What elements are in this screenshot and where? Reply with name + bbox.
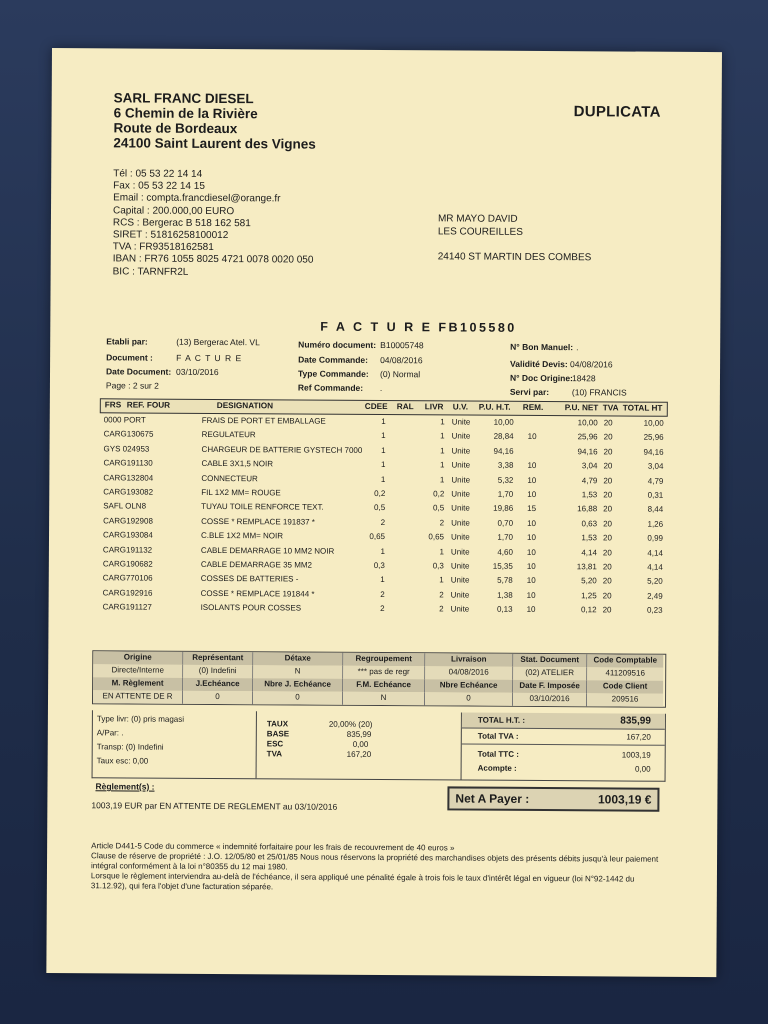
cell-rem: 10 [527, 489, 537, 499]
cell-uv: Unite [450, 561, 470, 571]
meta-doc-origine-label: N° Doc Origine: [509, 372, 573, 384]
cell-net: 4,79 [581, 475, 598, 485]
cell-uv: Unite [451, 446, 471, 456]
legal-line-3: Lorsque le règlement interviendra au-delà de l'échéance, il sera appliqué une pénalité égale à trois fois le taux d'intérêt légal en vigueur (loi N°92-1442 du 31.12.92), qui fera l'objet d'une facturation séparée. [90, 871, 635, 892]
tax-box [257, 711, 462, 779]
summary-label: Code Client [587, 680, 663, 693]
col-livr: LIVR [424, 402, 444, 412]
company-email: Email : compta.francdiesel@orange.fr [113, 192, 281, 205]
cell-des: CONNECTEUR [201, 473, 258, 483]
cell-tva: 20 [602, 605, 612, 615]
cell-tva: 20 [602, 591, 612, 601]
table-row [99, 544, 665, 558]
base-label: BASE [266, 729, 290, 739]
summary-label: J.Echéance [183, 678, 253, 691]
summary-label: Date F. Imposée [513, 680, 587, 693]
cell-tva: 20 [602, 547, 612, 558]
cell-net: 1,53 [581, 533, 598, 543]
cell-tva: 20 [602, 576, 612, 586]
cell-tva: 20 [603, 447, 613, 457]
cell-livr: 1 [439, 474, 445, 484]
cell-ref: CARG193082 [103, 487, 154, 497]
table-row [99, 573, 665, 587]
col-ref: REF. FOUR [126, 400, 171, 410]
client-name: MR MAYO DAVID [437, 213, 518, 225]
cell-livr: 0,65 [428, 532, 445, 542]
summary-value: N [343, 692, 425, 706]
cell-rem: 10 [526, 547, 536, 557]
cell-total: 25,96 [643, 433, 664, 443]
cell-pu: 5,32 [497, 475, 514, 485]
table-row [100, 443, 666, 457]
taux-esc: Taux esc: 0,00 [96, 756, 149, 766]
cell-cdee: 0,2 [374, 488, 386, 499]
total-ttc-label: Total TTC : [477, 749, 519, 759]
cell-cdee: 1 [380, 546, 385, 556]
cell-ref: CARG193084 [102, 530, 153, 540]
cell-des: COSSES DE BATTERIES - [200, 574, 299, 584]
cell-livr: 1 [439, 460, 445, 470]
summary-label: Nbre J. Echéance [253, 678, 343, 692]
company-fax: Fax : 05 53 22 14 15 [113, 180, 205, 193]
table-row [99, 529, 665, 543]
cell-livr: 2 [439, 604, 444, 614]
cell-tva: 20 [603, 490, 613, 500]
cell-cdee: 0,3 [373, 560, 385, 571]
summary-label: Livraison [425, 653, 513, 667]
delivery-box [93, 710, 257, 778]
cell-uv: Unite [451, 460, 471, 470]
meta-doc-origine-value: 18428 [571, 373, 596, 384]
cell-des: CABLE DEMARRAGE 10 MM2 NOIR [200, 545, 335, 556]
summary-label: Code Comptable [587, 654, 663, 667]
cell-total: 4,79 [647, 476, 664, 486]
cell-cdee: 2 [380, 604, 385, 614]
cell-livr: 2 [439, 590, 444, 600]
net-a-payer-label: Net A Payer : [455, 791, 530, 806]
col-punet: P.U. NET [564, 403, 599, 413]
cell-net: 25,96 [577, 432, 598, 442]
cell-rem: 10 [527, 432, 537, 442]
col-puht: P.U. H.T. [478, 402, 511, 412]
legal-notice [91, 841, 661, 894]
cell-net: 3,04 [581, 461, 598, 471]
cell-ref: CARG770106 [102, 573, 153, 584]
cell-pu: 0,70 [497, 518, 514, 528]
meta-ref-cmd-value: . [379, 383, 383, 394]
meta-validite-value: 04/08/2016 [570, 359, 613, 370]
cell-livr: 0,2 [433, 489, 445, 499]
cell-net: 0,63 [581, 519, 598, 529]
cell-uv: Unite [451, 503, 470, 513]
cell-des: CABLE DEMARRAGE 35 MM2 [200, 559, 313, 570]
meta-date-doc-value: 03/10/2016 [175, 366, 219, 378]
cell-pu: 0,13 [496, 604, 513, 615]
summary-label: Détaxe [253, 652, 343, 666]
cell-des: COSSE * REMPLACE 191844 * [200, 588, 315, 599]
meta-validite-label: Validité Devis: [510, 358, 568, 370]
col-uv: U.V. [452, 402, 469, 412]
transp: Transp: (0) Indefini [96, 742, 164, 752]
company-rcs: RCS : Bergerac B 518 162 581 [112, 217, 251, 230]
meta-num-doc-value: B10005748 [380, 340, 424, 351]
cell-ref: CARG191132 [102, 544, 153, 555]
cell-net: 16,88 [577, 504, 598, 514]
cell-uv: Unite [450, 575, 470, 585]
cell-pu: 19,86 [493, 504, 514, 514]
meta-type-cmd-label: Type Commande: [297, 368, 369, 379]
meta-ref-cmd-label: Ref Commande: [297, 382, 364, 393]
cell-uv: Unite [450, 590, 470, 600]
cell-total: 0,31 [647, 490, 664, 500]
cell-ref: SAFL OLN8 [103, 501, 147, 511]
company-capital: Capital : 200.000,00 EURO [112, 204, 235, 217]
table-row [100, 414, 666, 428]
cell-livr: 1 [440, 417, 445, 427]
table-row [99, 587, 665, 601]
cell-total: 5,20 [647, 577, 663, 587]
cell-net: 0,12 [580, 605, 597, 615]
tva-label: TVA [266, 749, 283, 759]
cell-cdee: 1 [380, 575, 385, 585]
cell-rem: 10 [527, 475, 537, 485]
cell-ref: CARG191130 [103, 458, 153, 468]
summary-label: Origine [93, 651, 183, 665]
cell-des: ISOLANTS POUR COSSES [200, 603, 302, 613]
cell-tva: 20 [603, 504, 613, 514]
company-bic: BIC : TARNFR2L [112, 265, 189, 278]
table-row [99, 601, 665, 615]
table-row [99, 486, 665, 500]
cell-livr: 1 [440, 446, 445, 456]
summary-value: 0 [183, 691, 253, 704]
net-a-payer-box [447, 786, 659, 811]
client-city: 24140 ST MARTIN DES COMBES [437, 251, 592, 264]
cell-uv: Unite [451, 475, 471, 485]
cell-uv: Unite [451, 518, 470, 528]
meta-page: Page : 2 sur 2 [105, 380, 159, 391]
company-siret: SIRET : 51816258100012 [112, 229, 229, 242]
total-ht-value: 835,99 [620, 715, 651, 727]
cell-rem: 10 [526, 533, 536, 543]
cell-cdee: 1 [381, 431, 386, 441]
summary-value: N [253, 665, 343, 679]
total-ht-row [462, 713, 665, 730]
cell-total: 0,23 [646, 605, 663, 615]
total-tva-value: 167,20 [626, 732, 651, 742]
summary-value: 04/08/2016 [425, 666, 513, 680]
cell-pu: 15,35 [492, 561, 513, 571]
cell-des: CABLE 3X1,5 NOIR [201, 459, 274, 469]
cell-pu: 5,78 [497, 576, 513, 586]
company-iban: IBAN : FR76 1055 8025 4721 0078 0020 050 [112, 253, 314, 267]
col-cdee: CDEE [364, 401, 388, 412]
table-row [99, 457, 665, 471]
cell-pu: 28,84 [493, 432, 514, 442]
cell-tva: 20 [603, 418, 613, 428]
summary-value: 0 [425, 692, 513, 706]
cell-cdee: 1 [380, 460, 386, 470]
cell-livr: 2 [439, 518, 445, 528]
summary-table [92, 650, 666, 708]
meta-date-cmd-label: Date Commande: [298, 354, 369, 365]
summary-value: (0) Indefini [183, 665, 253, 678]
cell-net: 10,00 [577, 418, 598, 428]
cell-uv: Unite [451, 431, 471, 441]
cell-uv: Unite [451, 417, 471, 427]
cell-net: 1,53 [581, 490, 598, 500]
summary-value: (02) ATELIER [513, 667, 587, 680]
cell-livr: 1 [440, 431, 445, 441]
meta-servi-label: Servi par: [509, 386, 550, 398]
cell-total: 94,16 [643, 447, 664, 457]
cell-pu: 1,70 [497, 489, 514, 499]
cell-uv: Unite [450, 547, 470, 557]
col-ral: RAL [396, 402, 414, 412]
col-total: TOTAL HT [622, 403, 663, 413]
summary-value: 0 [253, 691, 343, 705]
col-designation: DESIGNATION [216, 401, 274, 411]
client-address [438, 213, 592, 264]
cell-livr: 0,5 [433, 503, 445, 513]
total-ht-label: TOTAL H.T. : [477, 715, 526, 725]
duplicata-label: DUPLICATA [573, 103, 661, 121]
cell-cdee: 2 [380, 517, 386, 527]
cell-ref: CARG132804 [103, 472, 154, 483]
cell-ref: CARG192908 [103, 516, 153, 526]
summary-label: Stat. Document [513, 654, 587, 667]
cell-net: 1,25 [581, 591, 597, 601]
cell-total: 8,44 [647, 505, 664, 515]
cell-total: 1,26 [647, 519, 664, 529]
cell-pu: 1,70 [497, 532, 514, 543]
table-row [99, 558, 665, 572]
esc-label: ESC [266, 739, 284, 749]
table-row [100, 429, 666, 443]
cell-rem: 15 [527, 504, 537, 514]
cell-pu: 1,38 [497, 590, 513, 600]
summary-row [93, 690, 665, 706]
total-tva-row [462, 729, 665, 746]
meta-etabli-value: (13) Bergerac Atel. VL [176, 336, 260, 348]
base-value: 835,99 [346, 729, 372, 739]
cell-cdee: 0,65 [369, 532, 386, 542]
cell-tva: 20 [603, 432, 613, 442]
cell-total: 3,04 [647, 461, 664, 471]
cell-total: 0,99 [647, 533, 664, 543]
company-city: 24100 Saint Laurent des Vignes [113, 135, 316, 152]
cell-des: FRAIS DE PORT ET EMBALLAGE [201, 415, 326, 426]
company-tva: TVA : FR93518162581 [112, 241, 214, 254]
cell-net: 13,81 [576, 562, 597, 572]
totals-box [462, 713, 665, 781]
cell-pu: 4,60 [497, 547, 513, 557]
summary-value: EN ATTENTE DE R [93, 690, 183, 704]
reglement-label: Règlement(s) : [95, 781, 155, 792]
cell-tva: 20 [603, 475, 613, 486]
col-tva: TVA [602, 403, 619, 413]
company-address1: 6 Chemin de la Rivière [113, 105, 258, 122]
cell-tva: 20 [602, 533, 612, 543]
cell-des: COSSE * REMPLACE 191837 * [201, 516, 315, 527]
meta-num-doc-label: Numéro document: [298, 339, 377, 350]
cell-net: 4,14 [581, 547, 597, 557]
cell-rem: 10 [526, 561, 536, 571]
net-a-payer-value: 1003,19 € [597, 792, 652, 807]
cell-total: 2,49 [647, 591, 663, 601]
meta-etabli-label: Etabli par: [106, 336, 148, 347]
cell-des: C.BLE 1X2 MM= NOIR [200, 531, 284, 541]
meta-servi-value: (10) FRANCIS [571, 387, 627, 398]
cell-uv: Unite [451, 489, 470, 499]
table-row [99, 472, 665, 486]
cell-cdee: 0,5 [374, 503, 386, 513]
summary-value: 411209516 [587, 667, 663, 680]
total-ttc-value: 1003,19 [621, 750, 651, 760]
acompte-value: 0,00 [635, 764, 651, 774]
invoice-paper [46, 48, 722, 977]
cell-rem: 10 [527, 461, 537, 471]
summary-label: M. Règlement [93, 677, 183, 691]
cell-livr: 0,3 [432, 561, 444, 571]
company-address2: Route de Bordeaux [113, 120, 238, 137]
cell-ref: GYS 024953 [103, 444, 150, 454]
cell-tva: 20 [602, 562, 612, 572]
cell-uv: Unite [450, 532, 470, 542]
esc-value: 0,00 [352, 739, 369, 749]
cell-tva: 20 [603, 461, 613, 471]
cell-ref: CARG130675 [103, 429, 154, 440]
legal-line-1: Article D441-5 Code du commerce « indemnité forfaitaire pour les frais de recouvrement de 40 euros » [91, 841, 455, 853]
cell-ref: 0000 PORT [103, 415, 146, 425]
meta-type-cmd-value: (0) Normal [379, 369, 421, 380]
summary-label: F.M. Echéance [343, 679, 425, 693]
meta-bon-value: . [576, 342, 579, 353]
meta-bon-label: N° Bon Manuel: [510, 341, 574, 353]
summary-value: 03/10/2016 [513, 693, 587, 706]
type-livr: Type livr: (0) pris magasi [96, 714, 185, 724]
cell-net: 5,20 [581, 576, 597, 586]
cell-ref: CARG192916 [102, 588, 153, 598]
col-rem: REM. [522, 402, 544, 413]
client-place: LES COUREILLES [437, 225, 523, 238]
legal-line-2: Clause de réserve de propriété : J.O. 12/05/80 et 25/01/85 Nous nous réservons la propriété des marchandises objets des présents débits jusqu'à leur paiement intégral conformément à la loi n°80355 du 12 mai 1980. [90, 851, 659, 872]
cell-net: 94,16 [577, 447, 598, 457]
meta-document-value: F A C T U R E [176, 352, 243, 364]
apar: A/Par: . [96, 728, 124, 738]
taux-value: 20,00% (20) [328, 719, 373, 729]
cell-rem: 10 [526, 590, 536, 600]
cell-total: 4,14 [647, 548, 663, 558]
cell-des: REGULATEUR [201, 430, 256, 440]
cell-pu: 3,38 [497, 460, 514, 471]
total-tva-label: Total TVA : [477, 731, 519, 741]
company-block [113, 90, 316, 151]
summary-value: Directe/Interne [93, 664, 183, 678]
cell-cdee: 1 [380, 474, 386, 484]
meta-date-doc-label: Date Document: [105, 366, 172, 377]
tva-value: 167,20 [346, 749, 372, 759]
cell-rem: 10 [526, 576, 536, 586]
company-tel: Tél : 05 53 22 14 14 [113, 168, 203, 180]
reglement-line: 1003,19 EUR par EN ATTENTE DE REGLEMENT au 03/10/2016 [91, 800, 338, 812]
cell-cdee: 2 [380, 589, 385, 599]
cell-tva: 20 [603, 519, 613, 529]
company-name: SARL FRANC DIESEL [113, 90, 254, 107]
cell-livr: 1 [439, 546, 444, 556]
cell-ref: CARG190682 [102, 559, 153, 569]
taux-label: TAUX [266, 719, 289, 729]
cell-des: TUYAU TOILE RENFORCE TEXT. [201, 502, 324, 513]
cell-pu: 10,00 [493, 417, 514, 427]
cell-ref: CARG191127 [102, 602, 152, 612]
cell-livr: 1 [439, 575, 444, 585]
meta-date-cmd-value: 04/08/2016 [380, 355, 423, 366]
cell-total: 4,14 [647, 562, 663, 572]
acompte-label: Acompte : [477, 763, 517, 773]
cell-total: 10,00 [643, 418, 664, 428]
invoice-title: F A C T U R E FB105580 [320, 319, 517, 335]
summary-value: *** pas de regr [343, 666, 425, 680]
cell-rem: 10 [526, 605, 536, 615]
lower-block [92, 710, 666, 782]
cell-cdee: 1 [381, 417, 386, 427]
summary-value: 209516 [587, 693, 663, 706]
summary-label: Représentant [183, 652, 253, 665]
summary-label: Regroupement [343, 653, 425, 667]
meta-document-label: Document : [106, 352, 153, 363]
table-row [99, 515, 665, 529]
cell-des: CHARGEUR DE BATTERIE GYSTECH 7000 [201, 444, 363, 455]
summary-label: Nbre Echéance [425, 679, 513, 693]
col-frs: FRS [104, 400, 122, 410]
cell-des: FIL 1X2 MM= ROUGE [201, 487, 281, 498]
company-contact [113, 168, 314, 279]
cell-pu: 94,16 [493, 446, 514, 456]
cell-uv: Unite [450, 604, 470, 614]
cell-cdee: 1 [381, 445, 386, 455]
table-row [99, 501, 665, 515]
cell-rem: 10 [527, 518, 537, 528]
